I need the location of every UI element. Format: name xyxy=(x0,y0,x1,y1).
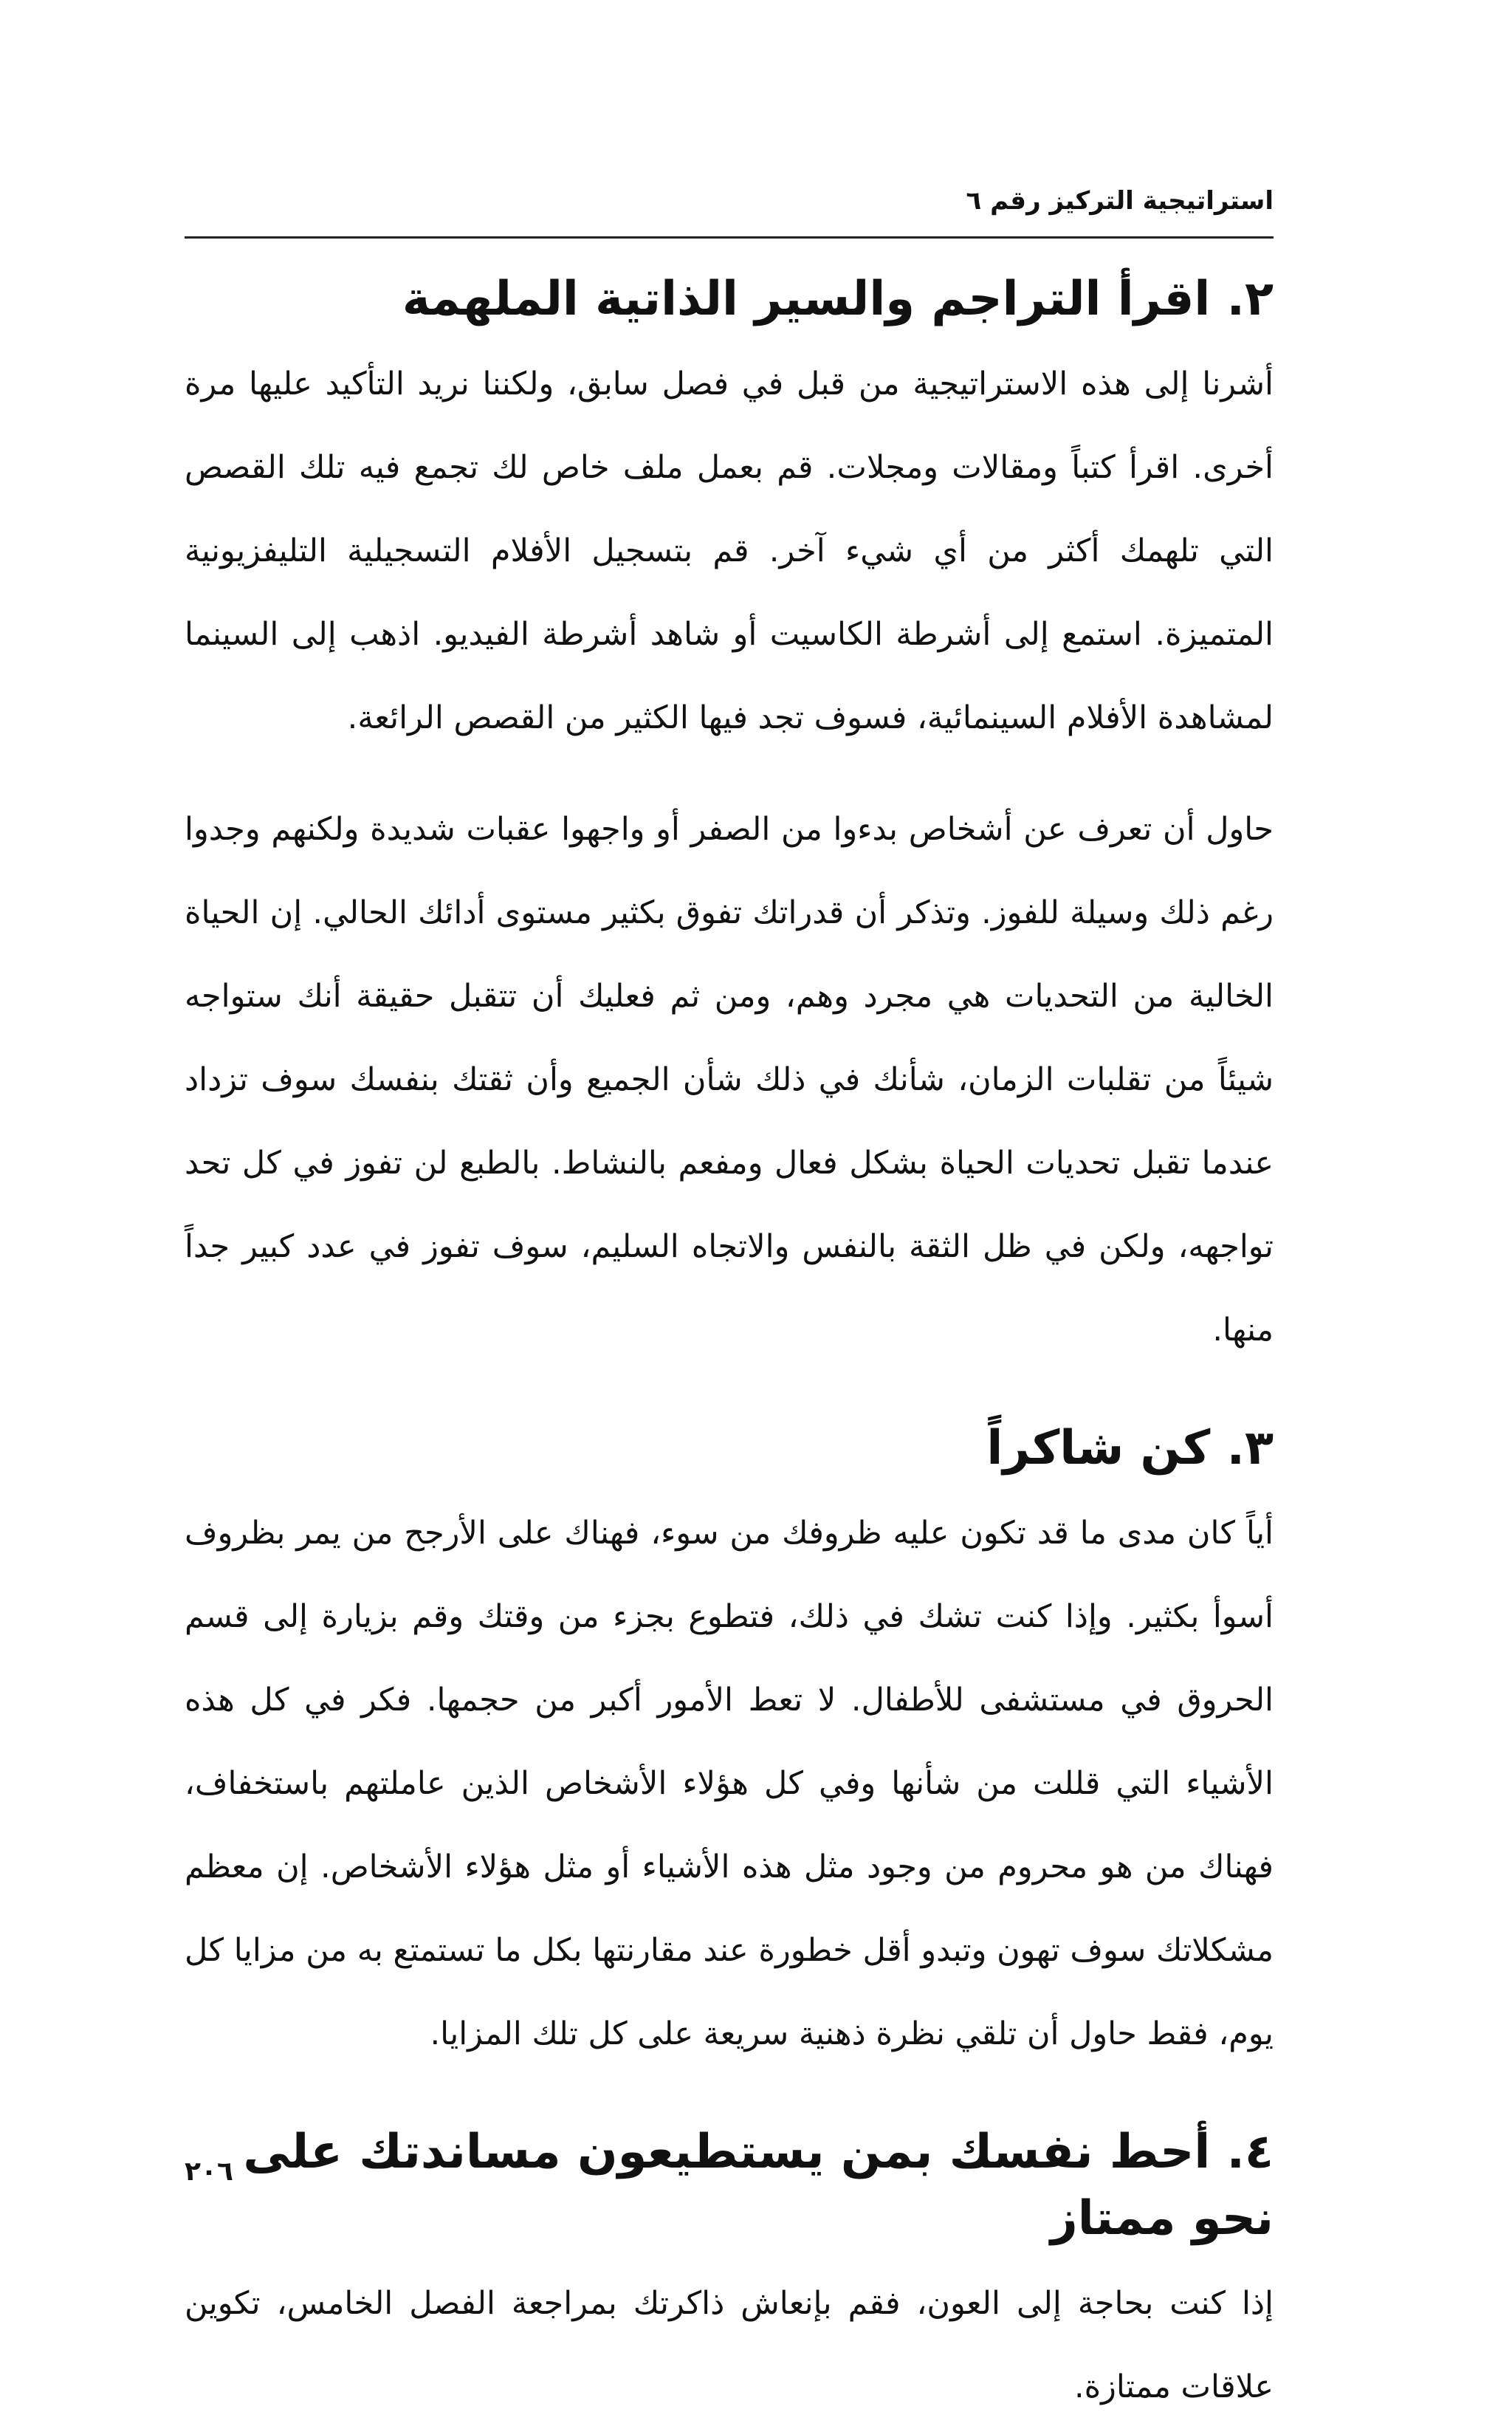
section-4-paragraph-1: إذا كنت بحاجة إلى العون، فقم بإنعاش ذاكرتك بمراجعة الفصل الخامس، تكوين علاقات ممتازة. xyxy=(185,2285,1274,2405)
section-heading-3: ٣. كن شاكراً xyxy=(986,1421,1274,1476)
section-3-paragraph-1: أياً كان مدى ما قد تكون عليه ظروفك من سوء، فهناك على الأرجح من يمر بظروف أسوأ بكثير. وإذا كنت تشك في ذلك، فتطوع بجزء من وقتك وقم بزيارة إلى قسم الحروق في مستشفى للأطفال. لا تعط الأمور أكبر من حجمها. فكر في كل هذه الأشياء التي قللت من شأنها وفي كل هؤلاء الأشخاص الذين عاملتهم باستخفاف، فهناك من هو محروم من وجود مثل هذه الأشياء أو مثل هؤلاء الأشخاص. إن معظم مشكلاتك سوف تهون وتبدو أقل خطورة عند مقارنتها بكل ما تستمتع به من مزايا كل يوم، فقط حاول أن تلقي نظرة ذهنية سريعة على كل تلك المزايا. xyxy=(185,1515,1274,2052)
section-2-paragraph-1: أشرنا إلى هذه الاستراتيجية من قبل في فصل سابق، ولكننا نريد التأكيد عليها مرة أخرى. اقرأ كتباً ومقالات ومجلات. قم بعمل ملف خاص لك تجمع فيه تلك القصص التي تلهمك أكثر من أي شيء آخر. قم بتسجيل الأفلام التسجيلية التليفزيونية المتميزة. استمع إلى أشرطة الكاسيت أو شاهد أشرطة الفيديو. اذهب إلى السينما لمشاهدة الأفلام السينمائية، فسوف تجد فيها الكثير من القصص الرائعة. xyxy=(185,366,1274,736)
section-heading-4: ٤. أحط نفسك بمن يستطيعون مساندتك على نحو ممتاز xyxy=(243,2125,1274,2246)
section-heading-2: ٢. اقرأ التراجم والسير الذاتية الملهمة xyxy=(402,272,1274,326)
running-header xyxy=(185,185,1274,239)
page-number: ٢٠٦ xyxy=(185,2156,233,2187)
section-2-paragraph-2: حاول أن تعرف عن أشخاص بدءوا من الصفر أو واجهوا عقبات شديدة ولكنهم وجدوا رغم ذلك وسيلة للفوز. وتذكر أن قدراتك تفوق بكثير مستوى أدائك الحالي. إن الحياة الخالية من التحديات هي مجرد وهم، ومن ثم فعليك أن تتقبل حقيقة أنك ستواجه شيئاً من تقلبات الزمان، شأنك في ذلك شأن الجميع وأن ثقتك بنفسك سوف تزداد عندما تقبل تحديات الحياة بشكل فعال ومفعم بالنشاط. بالطبع لن تفوز في كل تحد تواجهه، ولكن في ظل الثقة بالنفس والاتجاه السليم، سوف تفوز في عدد كبير جداً منها. xyxy=(185,811,1274,1349)
book-page xyxy=(185,0,1274,2405)
running-header-title: استراتيجية التركيز رقم ٦ xyxy=(966,186,1274,216)
page-content xyxy=(185,266,1274,2429)
